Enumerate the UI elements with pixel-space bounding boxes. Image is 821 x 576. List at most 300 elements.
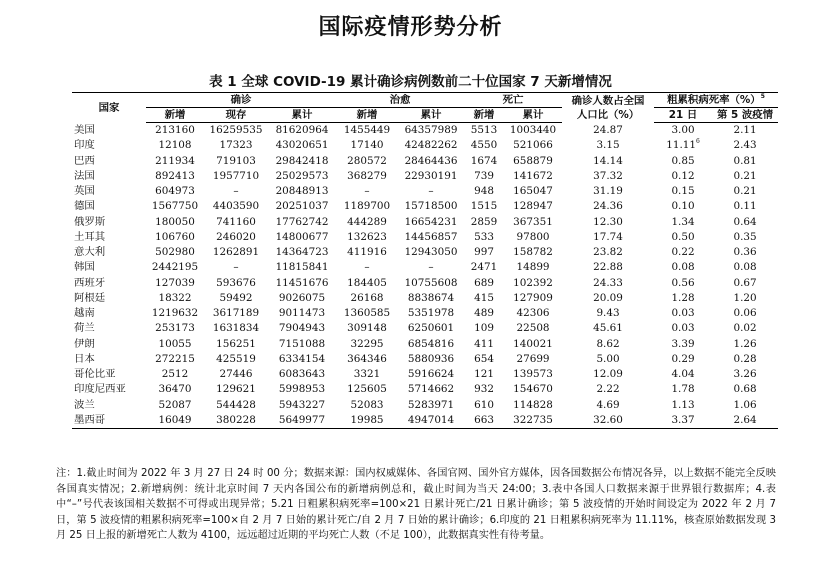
population-ratio-cell — [562, 260, 654, 275]
confirmed-new-cell-value: 18322 — [158, 291, 192, 304]
confirmed-new-cell-value: 52087 — [158, 398, 192, 411]
recovered-new-cell — [336, 230, 398, 245]
cfr-21day-cell-value: 4.04 — [671, 368, 695, 380]
confirmed-current-cell — [204, 291, 268, 306]
country-cell-value: 印度 — [74, 139, 95, 152]
recovered-new-cell-value: 1455449 — [343, 124, 391, 136]
country-cell-value: 波兰 — [74, 398, 95, 411]
recovered-cumulative-cell-value: 12943050 — [404, 246, 458, 258]
cfr-21day-cell-value: 11.11 — [666, 139, 696, 152]
cfr-21day-cell-value: 0.85 — [671, 154, 695, 167]
population-ratio-cell-value: 14.14 — [593, 154, 623, 167]
deaths-new-cell — [464, 199, 504, 214]
country-cell — [72, 398, 146, 413]
recovered-new-cell — [336, 291, 398, 306]
confirmed-cumulative-cell-value: 6334154 — [278, 352, 326, 365]
cfr-21day-cell — [654, 123, 712, 139]
deaths-cumulative-cell — [504, 276, 562, 291]
confirmed-new-cell — [146, 199, 204, 214]
deaths-cumulative-cell — [504, 184, 562, 199]
confirmed-new-cell-value: 180050 — [155, 215, 195, 228]
confirmed-cumulative-cell — [268, 123, 336, 139]
deaths-cumulative-cell — [504, 154, 562, 169]
confirmed-new-cell — [146, 215, 204, 230]
confirmed-cumulative-cell — [268, 199, 336, 214]
sub-recovered-cumulative: 累计 — [398, 108, 464, 123]
deaths-new-cell-value: 1674 — [470, 154, 498, 167]
recovered-new-cell — [336, 352, 398, 367]
sub-deaths-new: 新增 — [464, 108, 504, 123]
deaths-new-cell-value: 533 — [474, 230, 494, 243]
cfr-wave5-cell-value: 3.26 — [733, 368, 757, 380]
confirmed-new-cell-value: 604973 — [155, 185, 195, 197]
cfr-wave5-cell — [712, 138, 778, 153]
cfr-wave5-cell — [712, 321, 778, 336]
confirmed-cumulative-cell-value: 43020651 — [275, 139, 329, 152]
table-row — [72, 245, 778, 260]
cfr-21day-cell — [654, 306, 712, 321]
header-crude-cfr-text: 粗累积病死率（%） — [667, 94, 761, 106]
sub-confirmed-current: 现存 — [204, 108, 268, 123]
cfr-21day-cell — [654, 352, 712, 367]
confirmed-new-cell-value: 12108 — [158, 139, 192, 152]
population-ratio-cell-value: 24.33 — [593, 276, 623, 289]
deaths-new-cell — [464, 230, 504, 245]
recovered-new-cell — [336, 138, 398, 153]
cfr-21day-cell-value: 0.03 — [671, 322, 695, 335]
population-ratio-cell-value: 12.09 — [593, 368, 623, 380]
deaths-cumulative-cell — [504, 291, 562, 306]
country-cell — [72, 306, 146, 321]
deaths-cumulative-cell — [504, 413, 562, 429]
cfr-wave5-cell-value: 2.11 — [733, 124, 757, 136]
cfr-21day-cell-value: 0.10 — [671, 200, 695, 213]
population-ratio-cell — [562, 199, 654, 214]
header-ratio-line2: 人口比（%） — [576, 108, 640, 121]
cfr-21day-cell-value: 0.29 — [671, 352, 695, 365]
confirmed-current-cell — [204, 382, 268, 397]
cfr-21day-cell — [654, 382, 712, 397]
table-row — [72, 413, 778, 429]
confirmed-cumulative-cell-value: 14800677 — [275, 230, 329, 243]
cfr-wave5-cell-value: 0.28 — [733, 352, 757, 365]
confirmed-cumulative-cell-value: 9026075 — [278, 291, 326, 304]
population-ratio-cell — [562, 367, 654, 382]
confirmed-current-cell-value: 741160 — [216, 215, 256, 228]
cfr-wave5-cell-value: 0.06 — [733, 307, 757, 319]
cfr-21day-cell — [654, 215, 712, 230]
header-country: 国家 — [72, 93, 146, 123]
deaths-cumulative-cell-value: 658879 — [513, 154, 553, 167]
cfr-21day-cell — [654, 398, 712, 413]
country-cell-value: 哥伦比亚 — [74, 368, 116, 380]
deaths-cumulative-cell — [504, 215, 562, 230]
country-cell — [72, 352, 146, 367]
deaths-cumulative-cell — [504, 321, 562, 336]
deaths-new-cell — [464, 413, 504, 429]
cfr-21day-cell-value: 1.34 — [671, 215, 695, 228]
recovered-cumulative-cell — [398, 306, 464, 321]
population-ratio-cell — [562, 291, 654, 306]
cfr-wave5-cell — [712, 199, 778, 214]
header-crude-cfr-sup: 5 — [760, 93, 765, 100]
deaths-new-cell-value: 654 — [474, 352, 494, 365]
deaths-new-cell — [464, 367, 504, 382]
population-ratio-cell-value: 17.74 — [593, 230, 623, 243]
recovered-new-cell — [336, 382, 398, 397]
cfr-wave5-cell — [712, 245, 778, 260]
deaths-cumulative-cell — [504, 138, 562, 153]
deaths-new-cell — [464, 123, 504, 139]
confirmed-cumulative-cell — [268, 306, 336, 321]
country-cell — [72, 367, 146, 382]
confirmed-cumulative-cell — [268, 321, 336, 336]
cfr-21day-cell-value: 1.13 — [671, 398, 695, 411]
deaths-cumulative-cell-value: 128947 — [513, 200, 553, 213]
population-ratio-cell — [562, 169, 654, 184]
cfr-wave5-cell-value: 0.81 — [733, 154, 757, 167]
recovered-new-cell-value: 19985 — [350, 413, 384, 426]
recovered-new-cell-value: 1360585 — [343, 307, 391, 319]
cfr-wave5-cell — [712, 291, 778, 306]
population-ratio-cell — [562, 245, 654, 260]
confirmed-cumulative-cell-value: 25029573 — [275, 169, 329, 182]
table-body — [72, 123, 778, 429]
confirmed-new-cell-value: 1567750 — [151, 200, 199, 213]
deaths-cumulative-cell — [504, 367, 562, 382]
header-confirmed: 确诊 — [146, 93, 336, 108]
confirmed-new-cell-value: 211934 — [155, 154, 195, 167]
sub-cfr-wave5: 第 5 波疫情 — [712, 108, 778, 123]
table-row — [72, 169, 778, 184]
deaths-new-cell-value: 739 — [474, 169, 494, 182]
deaths-new-cell — [464, 337, 504, 352]
deaths-new-cell — [464, 306, 504, 321]
cfr-wave5-cell — [712, 398, 778, 413]
table-row — [72, 337, 778, 352]
recovered-new-cell — [336, 260, 398, 275]
table-row — [72, 352, 778, 367]
population-ratio-cell-value: 5.00 — [596, 352, 620, 365]
deaths-cumulative-cell-value: 140021 — [513, 337, 553, 350]
recovered-new-cell-value: – — [364, 261, 370, 274]
table-row — [72, 260, 778, 275]
deaths-cumulative-cell-value: 158782 — [513, 246, 553, 258]
recovered-cumulative-cell — [398, 123, 464, 139]
cfr-21day-cell — [654, 260, 712, 275]
deaths-new-cell-value: 4550 — [470, 139, 498, 152]
deaths-cumulative-cell-value: 322735 — [513, 413, 553, 426]
deaths-new-cell-value: 948 — [474, 185, 494, 197]
deaths-new-cell-value: 610 — [474, 398, 494, 411]
population-ratio-cell — [562, 337, 654, 352]
country-cell — [72, 321, 146, 336]
cfr-21day-cell-value: 3.39 — [671, 337, 695, 350]
recovered-new-cell — [336, 276, 398, 291]
population-ratio-cell-value: 3.15 — [596, 139, 620, 152]
table-row — [72, 367, 778, 382]
country-cell — [72, 230, 146, 245]
recovered-new-cell-value: 309148 — [347, 322, 387, 335]
recovered-cumulative-cell — [398, 291, 464, 306]
cfr-wave5-cell — [712, 123, 778, 139]
cfr-21day-cell — [654, 199, 712, 214]
confirmed-new-cell — [146, 245, 204, 260]
recovered-cumulative-cell-value: 5283971 — [407, 398, 455, 411]
recovered-new-cell-value: 132623 — [347, 230, 387, 243]
deaths-cumulative-cell — [504, 352, 562, 367]
population-ratio-cell — [562, 352, 654, 367]
country-cell — [72, 215, 146, 230]
recovered-cumulative-cell — [398, 230, 464, 245]
confirmed-new-cell-value: 36470 — [158, 383, 192, 396]
population-ratio-cell-value: 24.36 — [593, 200, 623, 213]
confirmed-current-cell-value: – — [233, 185, 239, 197]
recovered-new-cell-value: 364346 — [347, 352, 387, 365]
confirmed-cumulative-cell — [268, 138, 336, 153]
confirmed-cumulative-cell-value: 11451676 — [275, 276, 329, 289]
confirmed-cumulative-cell-value: 81620964 — [275, 124, 329, 136]
confirmed-current-cell-value: 3617189 — [212, 307, 260, 319]
confirmed-new-cell — [146, 337, 204, 352]
cfr-wave5-cell-value: 0.36 — [733, 246, 757, 258]
confirmed-new-cell-value: 1219632 — [151, 307, 199, 319]
confirmed-cumulative-cell — [268, 291, 336, 306]
cfr-21day-cell-value: 3.00 — [671, 124, 695, 136]
confirmed-new-cell — [146, 321, 204, 336]
cfr-wave5-cell — [712, 382, 778, 397]
country-cell — [72, 123, 146, 139]
deaths-cumulative-cell — [504, 230, 562, 245]
deaths-cumulative-cell-value: 139573 — [513, 368, 553, 380]
population-ratio-cell-value: 45.61 — [593, 322, 623, 335]
cfr-wave5-cell-value: 0.67 — [733, 276, 757, 289]
confirmed-current-cell-value: 1262891 — [212, 246, 260, 258]
country-cell-value: 西班牙 — [74, 276, 106, 289]
deaths-new-cell-value: 415 — [474, 291, 494, 304]
recovered-new-cell-value: 1189700 — [343, 200, 391, 213]
deaths-cumulative-cell-value: 27699 — [516, 352, 550, 365]
country-cell-value: 法国 — [74, 169, 95, 182]
confirmed-new-cell — [146, 382, 204, 397]
deaths-new-cell — [464, 154, 504, 169]
table-row — [72, 230, 778, 245]
deaths-new-cell-value: 489 — [474, 307, 494, 319]
header-row-1 — [72, 93, 778, 108]
cfr-wave5-cell — [712, 352, 778, 367]
recovered-new-cell — [336, 245, 398, 260]
population-ratio-cell-value: 37.32 — [593, 169, 623, 182]
population-ratio-cell-value: 8.62 — [596, 337, 620, 350]
country-cell — [72, 245, 146, 260]
deaths-new-cell-value: 5513 — [470, 124, 498, 136]
cfr-wave5-cell-value: 0.08 — [733, 261, 757, 274]
confirmed-new-cell — [146, 154, 204, 169]
table-row — [72, 154, 778, 169]
confirmed-cumulative-cell-value: 20848913 — [275, 185, 329, 197]
footnotes: 注：1.截止时间为 2022 年 3 月 27 日 24 时 00 分；数据来源：国内权威媒体、各国官网、国外官方媒体，因各国数据公布情况各异，以上数据不能完全反映各国真实情况；2.新增病例：统计北京时间 7 天内各国公布的新增病例总和，截止时间为当天 24:00；3.表中各国人口数据来源于世界银行数据库；4.表中“–”号代表该国相关数据不可得或出现异常；5.21 日粗累积病死率=100×21 日累计死亡/21 日累计确诊；第 5 波疫情的开始时间设定为 2022 年 2 月 7 日，第 5 波疫情的粗累积病死率=100×自 2 月 7 日始的累计死亡/自 2 月 7 日始的累计确诊；6.印度的 21 日粗累积病死率为 11.11%，核查原始数据发现 3 月 25 日上报的新增死亡人数为 4100，远远超过近期的平均死亡人数（不足 100），此数据真实性有待考量。 — [56, 468, 776, 541]
deaths-cumulative-cell — [504, 337, 562, 352]
deaths-cumulative-cell-value: 97800 — [516, 230, 550, 243]
deaths-new-cell-value: 2859 — [470, 215, 498, 228]
cfr-21day-cell — [654, 337, 712, 352]
confirmed-new-cell — [146, 230, 204, 245]
recovered-cumulative-cell-value: 6854816 — [407, 337, 455, 350]
country-cell-value: 俄罗斯 — [74, 215, 106, 228]
confirmed-current-cell — [204, 154, 268, 169]
population-ratio-cell-value: 4.69 — [596, 398, 620, 411]
deaths-new-cell-value: 1515 — [470, 200, 498, 213]
recovered-new-cell-value: 184405 — [347, 276, 387, 289]
recovered-cumulative-cell-value: 14456857 — [404, 230, 458, 243]
cfr-21day-cell — [654, 138, 712, 153]
cfr-wave5-cell — [712, 367, 778, 382]
confirmed-cumulative-cell — [268, 398, 336, 413]
cfr-wave5-cell — [712, 184, 778, 199]
confirmed-current-cell — [204, 413, 268, 429]
recovered-new-cell — [336, 123, 398, 139]
population-ratio-cell — [562, 276, 654, 291]
deaths-cumulative-cell-value: 154670 — [513, 383, 553, 396]
confirmed-cumulative-cell-value: 6083643 — [278, 368, 326, 380]
country-cell — [72, 276, 146, 291]
recovered-new-cell-value: – — [364, 185, 370, 197]
header-recovered: 治愈 — [336, 93, 464, 108]
deaths-cumulative-cell-value: 22508 — [516, 322, 550, 335]
confirmed-current-cell — [204, 260, 268, 275]
table-row — [72, 184, 778, 199]
cfr-wave5-cell-value: 0.21 — [733, 169, 757, 182]
deaths-new-cell-value: 932 — [474, 383, 494, 396]
deaths-cumulative-cell-value: 521066 — [513, 139, 553, 152]
confirmed-new-cell — [146, 138, 204, 153]
deaths-cumulative-cell-value: 42306 — [516, 307, 550, 319]
confirmed-current-cell — [204, 321, 268, 336]
country-cell-value: 德国 — [74, 200, 95, 213]
population-ratio-cell — [562, 382, 654, 397]
deaths-new-cell — [464, 321, 504, 336]
deaths-cumulative-cell — [504, 199, 562, 214]
country-cell-value: 伊朗 — [74, 337, 95, 350]
confirmed-new-cell-value: 10055 — [158, 337, 192, 350]
table-row — [72, 276, 778, 291]
country-cell — [72, 382, 146, 397]
confirmed-current-cell — [204, 306, 268, 321]
confirmed-new-cell — [146, 184, 204, 199]
cfr-wave5-cell — [712, 306, 778, 321]
deaths-new-cell-value: 663 — [474, 413, 494, 426]
confirmed-current-cell-value: – — [233, 261, 239, 274]
population-ratio-cell-value: 32.60 — [593, 413, 623, 426]
population-ratio-cell — [562, 123, 654, 139]
confirmed-current-cell-value: 4403590 — [212, 200, 260, 213]
deaths-cumulative-cell-value: 127909 — [513, 291, 553, 304]
recovered-cumulative-cell — [398, 382, 464, 397]
confirmed-new-cell — [146, 123, 204, 139]
confirmed-current-cell-value: 27446 — [219, 368, 253, 380]
cfr-21day-cell — [654, 276, 712, 291]
confirmed-current-cell-value: 425519 — [216, 352, 256, 365]
deaths-cumulative-cell-value: 165047 — [513, 185, 553, 197]
cfr-wave5-cell — [712, 169, 778, 184]
population-ratio-cell — [562, 398, 654, 413]
confirmed-new-cell — [146, 291, 204, 306]
population-ratio-cell — [562, 321, 654, 336]
confirmed-cumulative-cell — [268, 230, 336, 245]
confirmed-new-cell-value: 2512 — [161, 368, 189, 380]
confirmed-current-cell — [204, 169, 268, 184]
recovered-cumulative-cell — [398, 352, 464, 367]
header-crude-cfr — [654, 93, 778, 108]
recovered-cumulative-cell-value: 10755608 — [404, 276, 458, 289]
confirmed-current-cell — [204, 138, 268, 153]
country-cell-value: 印度尼西亚 — [74, 383, 126, 396]
cfr-21day-cell — [654, 321, 712, 336]
confirmed-cumulative-cell — [268, 352, 336, 367]
deaths-new-cell-value: 689 — [474, 276, 494, 289]
cfr-21day-cell-value: 0.50 — [671, 230, 695, 243]
recovered-new-cell — [336, 337, 398, 352]
confirmed-cumulative-cell — [268, 367, 336, 382]
header-ratio — [562, 93, 654, 123]
population-ratio-cell-value: 9.43 — [596, 307, 620, 319]
cfr-wave5-cell-value: 1.20 — [733, 291, 757, 304]
recovered-cumulative-cell — [398, 367, 464, 382]
confirmed-current-cell-value: 16259535 — [209, 124, 263, 136]
table-row — [72, 123, 778, 139]
confirmed-new-cell-value: 106760 — [155, 230, 195, 243]
confirmed-current-cell — [204, 123, 268, 139]
recovered-cumulative-cell-value: – — [428, 185, 434, 197]
confirmed-cumulative-cell-value: 20251037 — [275, 200, 329, 213]
confirmed-cumulative-cell-value: 9011473 — [278, 307, 326, 319]
recovered-new-cell-value: 411916 — [347, 246, 387, 258]
deaths-new-cell-value: 109 — [474, 322, 494, 335]
population-ratio-cell — [562, 184, 654, 199]
deaths-new-cell — [464, 169, 504, 184]
sub-deaths-cumulative: 累计 — [504, 108, 562, 123]
confirmed-current-cell — [204, 337, 268, 352]
confirmed-current-cell — [204, 245, 268, 260]
cfr-wave5-cell-value: 1.26 — [733, 337, 757, 350]
recovered-cumulative-cell — [398, 321, 464, 336]
cfr-21day-cell — [654, 184, 712, 199]
recovered-cumulative-cell-value: 5916624 — [407, 368, 455, 380]
recovered-cumulative-cell-value: 64357989 — [404, 124, 458, 136]
country-cell-value: 英国 — [74, 185, 95, 197]
deaths-cumulative-cell — [504, 245, 562, 260]
cfr-wave5-cell-value: 0.64 — [733, 215, 757, 228]
recovered-cumulative-cell-value: 16654231 — [404, 215, 458, 228]
population-ratio-cell-value: 12.30 — [593, 215, 623, 228]
deaths-new-cell — [464, 291, 504, 306]
confirmed-new-cell-value: 253173 — [155, 322, 195, 335]
cfr-wave5-cell — [712, 230, 778, 245]
recovered-cumulative-cell — [398, 337, 464, 352]
population-ratio-cell-value: 22.88 — [593, 261, 623, 274]
sub-confirmed-new: 新增 — [146, 108, 204, 123]
population-ratio-cell-value: 31.19 — [593, 185, 623, 197]
deaths-new-cell — [464, 382, 504, 397]
cfr-21day-cell-value: 0.56 — [671, 276, 695, 289]
cfr-wave5-cell-value: 0.68 — [733, 383, 757, 396]
sub-confirmed-cumulative: 累计 — [268, 108, 336, 123]
confirmed-cumulative-cell-value: 7151088 — [278, 337, 326, 350]
table-caption: 表 1 全球 COVID-19 累计确诊病例数前二十位国家 7 天新增情况 — [209, 74, 612, 90]
confirmed-new-cell — [146, 306, 204, 321]
recovered-cumulative-cell-value: 6250601 — [407, 322, 455, 335]
confirmed-new-cell-value: 272215 — [155, 352, 195, 365]
